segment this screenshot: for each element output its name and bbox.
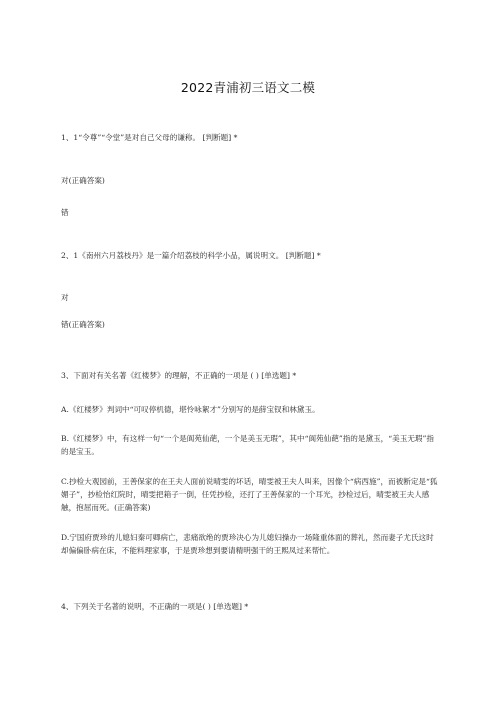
page-title: 2022青浦初三语文二模 <box>180 80 316 95</box>
question-2-option-true[interactable]: 对 <box>61 293 69 302</box>
question-3-option-a[interactable]: A.《红楼梦》判词中“可叹停机德，堪怜咏絮才”分别写的是薛宝钗和林黛玉。 <box>61 405 320 414</box>
question-3-option-d[interactable]: D.宁国府贾珍的儿媳妇秦可卿病亡，悲痛欲绝的贾珍决心为儿媳妇操办一场隆重体面的葬礼，然而妻子尤氏这时却偏偏卧病在床，不能料理家事，于是贾珍想到要请精明强干的王熙凤过来帮忙。 <box>61 533 434 555</box>
question-3-option-c[interactable]: C.抄检大观园前，王善保家的在王夫人面前说晴雯的坏话，晴雯被王夫人叫来，因像个“病西施”，而被断定是“狐媚子”，抄检怡红院时，晴雯把箱子一倒，任凭抄检，还打了王善保家的一个耳光，抄检过后，晴雯被王夫人感触，抱屈而死。(正确答案) <box>61 477 438 512</box>
question-2-text: 2、1《南州六月荔枝丹》是一篇介绍荔枝的科学小品，属说明文。 [判断题] * <box>61 251 321 260</box>
question-3-text: 3、下面对有关名著《红楼梦》的理解，不正确的一项是 ( ) [单选题] * <box>61 371 297 380</box>
question-4-text: 4、下列关于名著的说明，不正确的一项是( ) [单选题] * <box>61 602 249 611</box>
question-1-text: 1、1“令尊”“令堂”是对自己父母的谦称。 [判断题] * <box>61 133 238 142</box>
question-1-option-true[interactable]: 对(正确答案) <box>61 176 105 185</box>
question-2-option-false[interactable]: 错(正确答案) <box>61 320 105 329</box>
question-1-option-false[interactable]: 错 <box>61 208 69 217</box>
question-3-option-b[interactable]: B.《红楼梦》中，有这样一句“一个是阆苑仙葩，一个是美玉无瑕”，其中“阆苑仙葩”指的是黛玉，“美玉无瑕”指的是宝玉。 <box>61 434 435 456</box>
